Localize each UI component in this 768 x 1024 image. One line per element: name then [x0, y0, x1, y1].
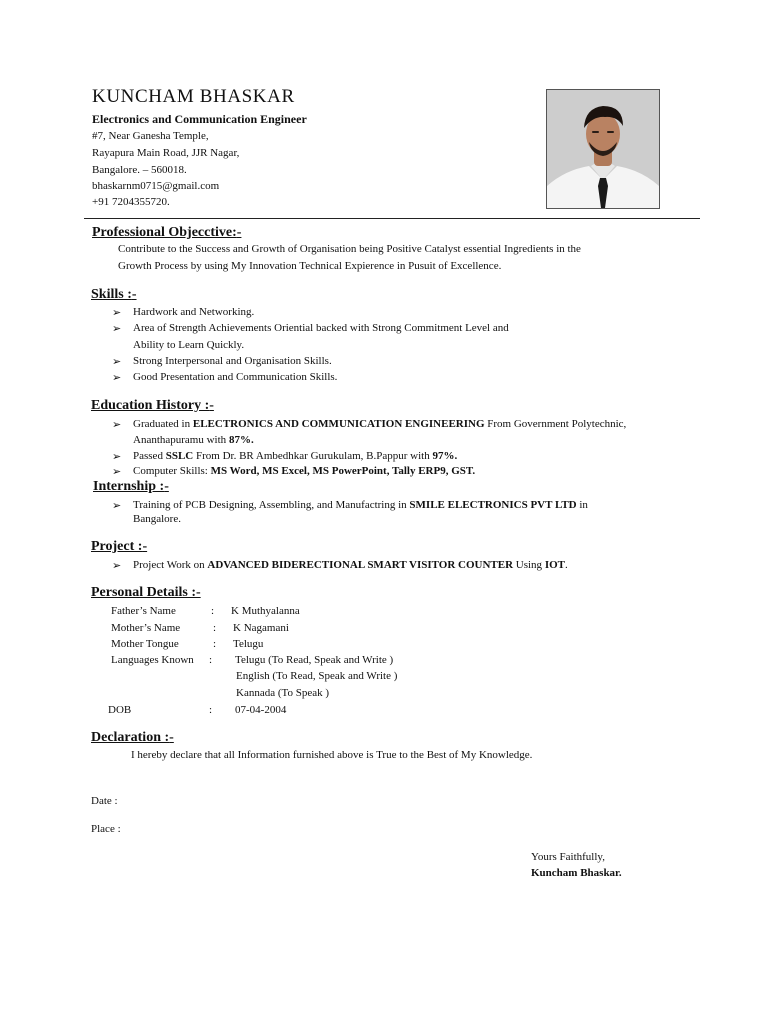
- candidate-role: Electronics and Communication Engineer: [92, 112, 307, 126]
- bullet-icon: ➢: [112, 372, 122, 384]
- bullet-icon: ➢: [112, 323, 122, 335]
- objective-line-1: Contribute to the Success and Growth of Organisation being Positive Catalyst essential Ingredients in the: [118, 243, 581, 255]
- section-title-education: Education History :-: [91, 398, 214, 413]
- skill-item-continued: Ability to Learn Quickly.: [133, 339, 245, 351]
- education-item-computer-skills: Computer Skills: MS Word, MS Excel, MS PowerPoint, Tally ERP9, GST.: [133, 465, 476, 477]
- address-line-2: Rayapura Main Road, JJR Nagar,: [92, 147, 240, 159]
- skill-item: Good Presentation and Communication Skills.: [133, 371, 338, 383]
- dob-value: 07-04-2004: [235, 704, 287, 716]
- internship-item: Training of PCB Designing, Assembling, and Manufactring in SMILE ELECTRONICS PVT LTD in: [133, 499, 588, 511]
- skill-item: Area of Strength Achievements Oriential backed with Strong Commitment Level and: [133, 322, 509, 334]
- place-label: Place :: [91, 823, 121, 835]
- colon-separator: :: [209, 704, 213, 716]
- phone-number: +91 7204355720.: [92, 196, 170, 208]
- date-label: Date :: [91, 795, 118, 807]
- address-line-3: Bangalore. – 560018.: [92, 164, 187, 176]
- colon-separator: :: [211, 605, 215, 617]
- father-name-label: Father’s Name: [111, 605, 176, 617]
- profile-photo: [546, 89, 660, 209]
- section-title-project: Project :-: [91, 539, 148, 554]
- section-title-skills: Skills :-: [91, 287, 137, 302]
- colon-separator: :: [209, 654, 213, 666]
- dob-label: DOB: [108, 704, 132, 716]
- bullet-icon: ➢: [112, 451, 122, 463]
- project-item: Project Work on ADVANCED BIDERECTIONAL SMART VISITOR COUNTER Using IOT.: [133, 559, 568, 571]
- mother-name-label: Mother’s Name: [111, 622, 181, 634]
- education-item-diploma: Graduated in ELECTRONICS AND COMMUNICATION ENGINEERING From Government Polytechnic,: [133, 418, 627, 430]
- bullet-icon: ➢: [112, 419, 122, 431]
- section-title-personal-details: Personal Details :-: [91, 585, 201, 600]
- mother-name-value: K Nagamani: [233, 622, 289, 634]
- bullet-icon: ➢: [112, 560, 122, 572]
- bullet-icon: ➢: [112, 500, 122, 512]
- language-item: Kannada (To Speak ): [236, 687, 330, 699]
- languages-label: Languages Known: [111, 654, 194, 666]
- section-title-declaration: Declaration :-: [91, 730, 174, 745]
- language-item: Telugu (To Read, Speak and Write ): [235, 654, 394, 666]
- father-name-value: K Muthyalanna: [231, 605, 300, 617]
- address-line-1: #7, Near Ganesha Temple,: [92, 130, 209, 142]
- skill-item: Hardwork and Networking.: [133, 306, 255, 318]
- email-address: bhaskarnm0715@gmail.com: [92, 180, 220, 192]
- candidate-name: KUNCHAM BHASKAR: [92, 86, 295, 107]
- bullet-icon: ➢: [112, 307, 122, 319]
- signature-name: Kuncham Bhaskar.: [531, 867, 622, 879]
- declaration-text: I hereby declare that all Information furnished above is True to the Best of My Knowledge.: [131, 749, 533, 761]
- closing-text: Yours Faithfully,: [531, 851, 605, 863]
- section-title-objective: Professional Objecctive:-: [92, 225, 242, 240]
- colon-separator: :: [213, 622, 217, 634]
- objective-line-2: Growth Process by using My Innovation Technical Expierence in Pusuit of Excellence.: [118, 260, 502, 272]
- internship-item-continued: Bangalore.: [133, 513, 181, 525]
- skill-item: Strong Interpersonal and Organisation Skills.: [133, 355, 332, 367]
- header-divider: [84, 218, 700, 219]
- language-item: English (To Read, Speak and Write ): [236, 670, 398, 682]
- colon-separator: :: [213, 638, 217, 650]
- mother-tongue-value: Telugu: [233, 638, 264, 650]
- section-title-internship: Internship :-: [93, 479, 169, 494]
- bullet-icon: ➢: [112, 466, 122, 478]
- mother-tongue-label: Mother Tongue: [111, 638, 179, 650]
- education-item-diploma-continued: Ananthapuramu with 87%.: [133, 434, 254, 446]
- bullet-icon: ➢: [112, 356, 122, 368]
- education-item-sslc: Passed SSLC From Dr. BR Ambedhkar Gurukulam, B.Pappur with 97%.: [133, 450, 458, 462]
